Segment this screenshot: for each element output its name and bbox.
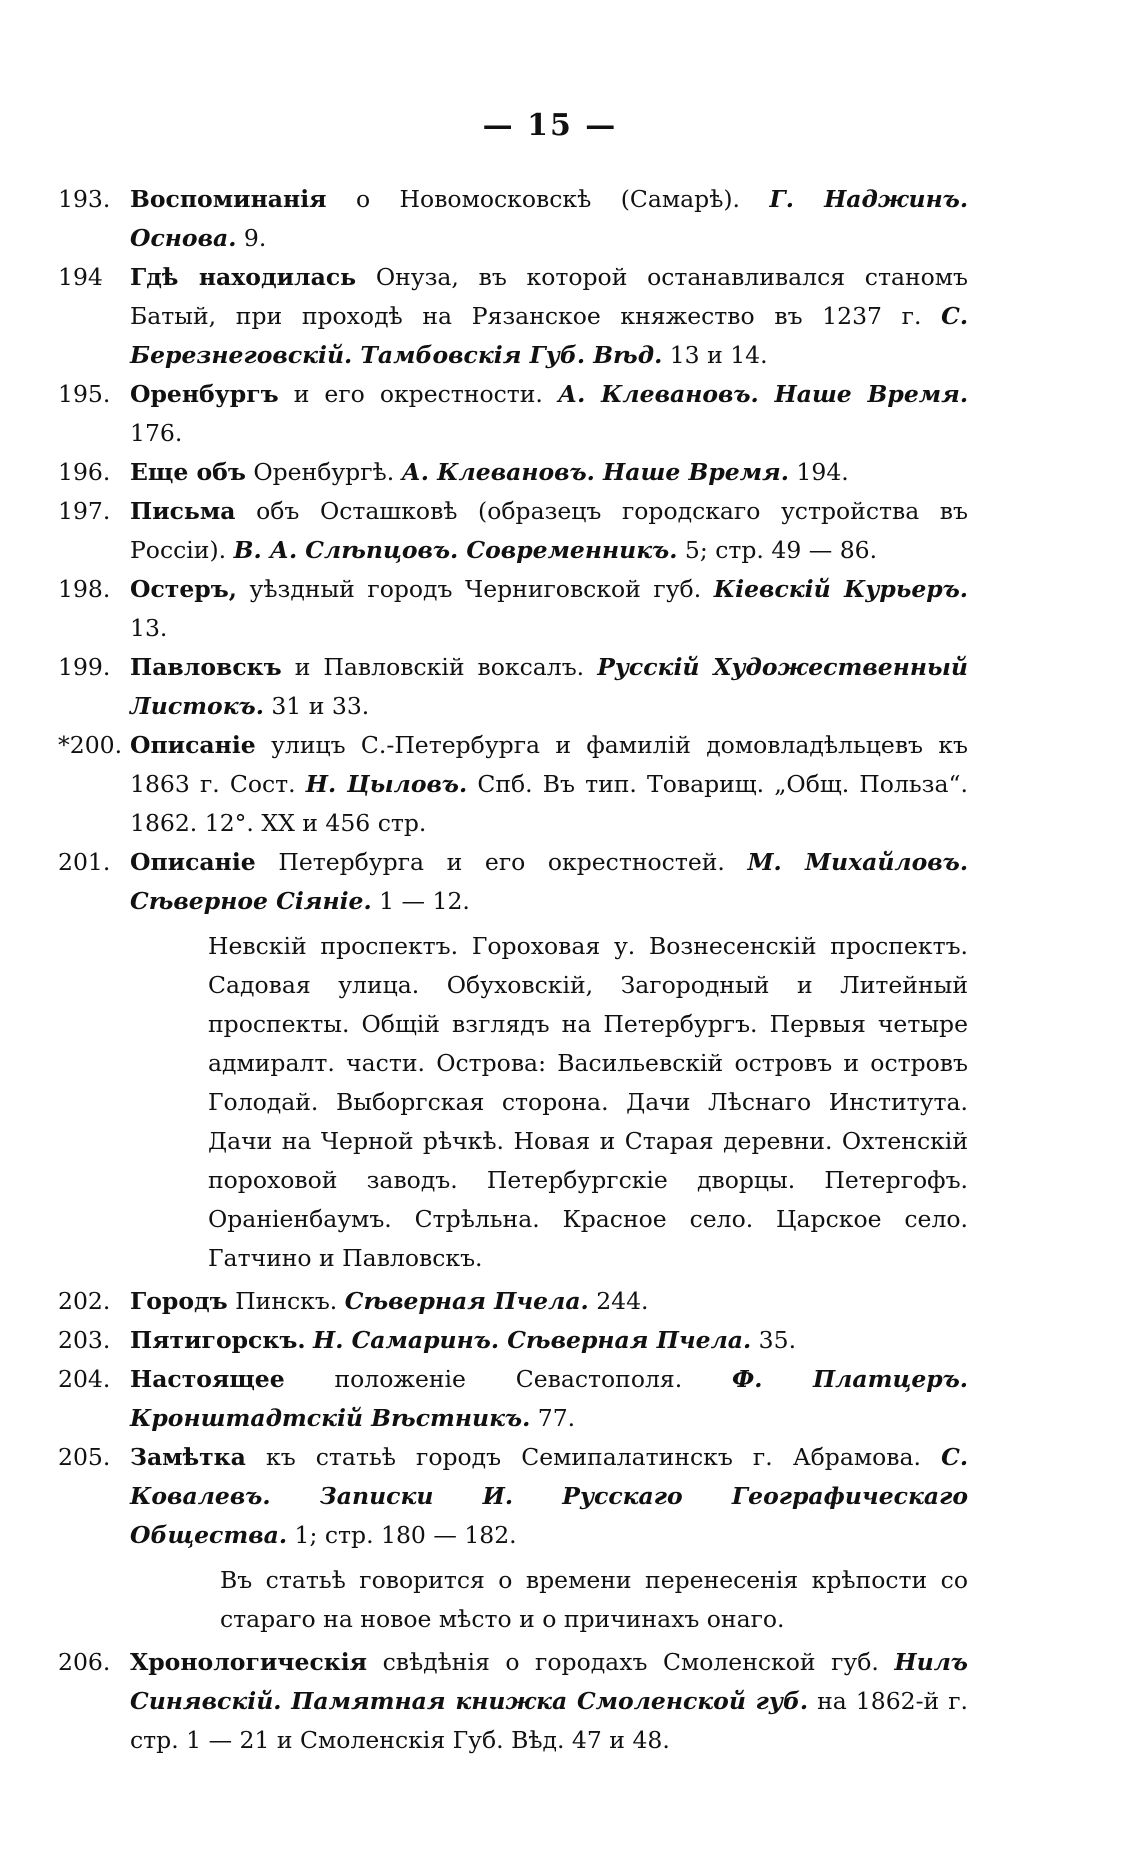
entry-text: о Новомосковскѣ (Самарѣ). [326, 185, 770, 213]
entry-197 [58, 492, 968, 570]
entry-source: Записки И. Русскаго Географическаго Общества. [130, 1482, 968, 1549]
entry-text [306, 1326, 313, 1354]
entry-text: свѣдѣнія о городахъ Смоленской губ. [367, 1648, 895, 1676]
entry-title: Письма [130, 497, 236, 525]
entry-author: А. Клевановъ. [401, 458, 595, 486]
entry-number: 199. [58, 653, 111, 681]
entry-title: Городъ [130, 1287, 228, 1315]
entry-title: Описаніе [130, 731, 256, 759]
entry-tail: 9. [236, 224, 267, 252]
entry-title: Замѣтка [130, 1443, 246, 1471]
entry-source: Сѣверная Пчела. [499, 1326, 752, 1354]
entry-title: Пятигорскъ. [130, 1326, 306, 1354]
entry-205 [58, 1438, 968, 1555]
entry-tail: 5; стр. 49 — 86. [677, 536, 878, 564]
entry-number: *200. [58, 731, 123, 759]
entry-tail: 13 и 14. [662, 341, 768, 369]
entry-tail: 13. [130, 614, 168, 642]
entry-number: 201. [58, 848, 111, 876]
entry-198 [58, 570, 968, 648]
entry-201 [58, 843, 968, 921]
entry-author: М. Михайловъ. [747, 848, 969, 876]
entry-number: 204. [58, 1365, 111, 1393]
entry-text: Оренбургѣ. [245, 458, 402, 486]
entry-author: С. Березнеговскій. [130, 302, 968, 369]
entry-note: Въ статьѣ говорится о времени перенесенія крѣпости со стараго на новое мѣсто и о причинахъ онаго. [220, 1566, 968, 1633]
entry-number: 205. [58, 1443, 111, 1471]
entry-number: 198. [58, 575, 111, 603]
entry-tail: на 1862-й г. стр. 1 — 21 и Смоленскія Губ. Вѣд. 47 и 48. [130, 1687, 969, 1754]
entry-text: къ статьѣ городъ Семипалатинскъ г. Абрамова. [245, 1443, 942, 1471]
entry-author: Ф. Платцеръ. [732, 1365, 968, 1393]
entry-text: и его окрестности. [278, 380, 558, 408]
entry-title: Еще объ [130, 458, 246, 486]
entry-195 [58, 375, 968, 453]
entry-text: улицъ С.-Петербурга и фамилій домовладѣльцевъ къ 1863 г. Сост. [130, 731, 968, 798]
entry-author: Нилъ Синявскій. [130, 1648, 968, 1715]
entry-author: А. Клевановъ. [557, 380, 759, 408]
entry-204 [58, 1360, 968, 1438]
entry-title: Настоящее [130, 1365, 285, 1393]
entry-194 [58, 258, 968, 375]
entry-tail: Спб. Въ тип. Товарищ. „Общ. Польза“. 1862. 12°. XX и 456 стр. [130, 770, 968, 837]
entry-author: Н. Цыловъ. [305, 770, 468, 798]
entry-title: Павловскъ [130, 653, 282, 681]
entry-author: Г. Наджинъ. [769, 185, 969, 213]
entry-number: 203. [58, 1326, 111, 1354]
entry-title: Оренбургъ [130, 380, 279, 408]
entry-203 [58, 1321, 968, 1360]
entry-tail: 244. [588, 1287, 649, 1315]
entry-text: объ Осташковѣ (образецъ городскаго устройства въ Россіи). [130, 497, 968, 564]
entry-199 [58, 648, 968, 726]
entry-number: 195. [58, 380, 111, 408]
entry-tail: 1 — 12. [371, 887, 470, 915]
entry-tail: 194. [788, 458, 849, 486]
entry-196 [58, 453, 968, 492]
entry-title: Гдѣ находилась [130, 263, 357, 291]
entry-number: 202. [58, 1287, 111, 1315]
entry-text: Петербурга и его окрестностей. [255, 848, 748, 876]
entry-tail: 176. [130, 419, 183, 447]
entry-number: 197. [58, 497, 111, 525]
entry-source: Русскій Художественный Листокъ. [130, 653, 968, 720]
bibliography-list [58, 180, 968, 1760]
entry-source: Сѣверное Сіяніе. [130, 887, 372, 915]
entry-source: Кронштадтскій Вѣстникъ. [130, 1404, 531, 1432]
entry-tail: 77. [530, 1404, 576, 1432]
entry-note: Невскій проспектъ. Гороховая у. Вознесенскій проспектъ. Садовая улица. Обуховскій, Загородный и Литейный проспекты. Общій взглядъ на Петербургъ. Первыя четыре адмиралт. части. Острова: Васильевскій островъ и островъ Голодай. Выборгская сторона. Дачи Лѣснаго Института. Дачи на Черной рѣчкѣ. Новая и Старая деревни. Охтенскій пороховой заводъ. Петербургскіе дворцы. Петергофъ. Ораніенбаумъ. Стрѣльна. Красное село. Царское село. Гатчино и Павловскъ. [208, 932, 968, 1272]
entry-title: Остеръ, [130, 575, 237, 603]
entry-author: В. А. Слѣпцовъ. [233, 536, 459, 564]
entry-tail: 1; стр. 180 — 182. [287, 1521, 517, 1549]
entry-text: и Павловскій воксалъ. [281, 653, 598, 681]
entry-source: Памятная книжка Смоленской губ. [281, 1687, 809, 1715]
entry-206 [58, 1643, 968, 1760]
entry-tail: 31 и 33. [263, 692, 370, 720]
entry-source: Сѣверная Пчела. [344, 1287, 589, 1315]
entry-number: 196. [58, 458, 111, 486]
entry-source: Современникъ. [458, 536, 678, 564]
entry-200 [58, 726, 968, 843]
entry-author: С. Ковалевъ. [130, 1443, 968, 1510]
page-number: — 15 — [482, 108, 618, 143]
entry-number: 206. [58, 1648, 111, 1676]
entry-193 [58, 180, 968, 258]
entry-source: Наше Время. [594, 458, 789, 486]
entry-number: 193. [58, 185, 111, 213]
entry-source: Тамбовскія Губ. Вѣд. [352, 341, 663, 369]
entry-title: Описаніе [130, 848, 256, 876]
entry-text: положеніе Севастополя. [284, 1365, 732, 1393]
entry-tail: 35. [751, 1326, 797, 1354]
entry-202 [58, 1282, 968, 1321]
entry-text: Онуза, въ которой останавливался станомъ Батый, при проходѣ на Рязанское княжество въ 1237 г. [130, 263, 968, 330]
entry-number: 194 [58, 263, 103, 291]
entry-text: уѣздный городъ Черниговской губ. [236, 575, 714, 603]
entry-title: Хронологическія [130, 1648, 368, 1676]
entry-source: Основа. [130, 224, 237, 252]
entry-source: Наше Время. [758, 380, 969, 408]
entry-author: Н. Самаринъ. [313, 1326, 500, 1354]
entry-source: Кіевскій Курьеръ. [713, 575, 968, 603]
entry-text: Пинскъ. [227, 1287, 345, 1315]
entry-title: Воспоминанія [130, 185, 327, 213]
